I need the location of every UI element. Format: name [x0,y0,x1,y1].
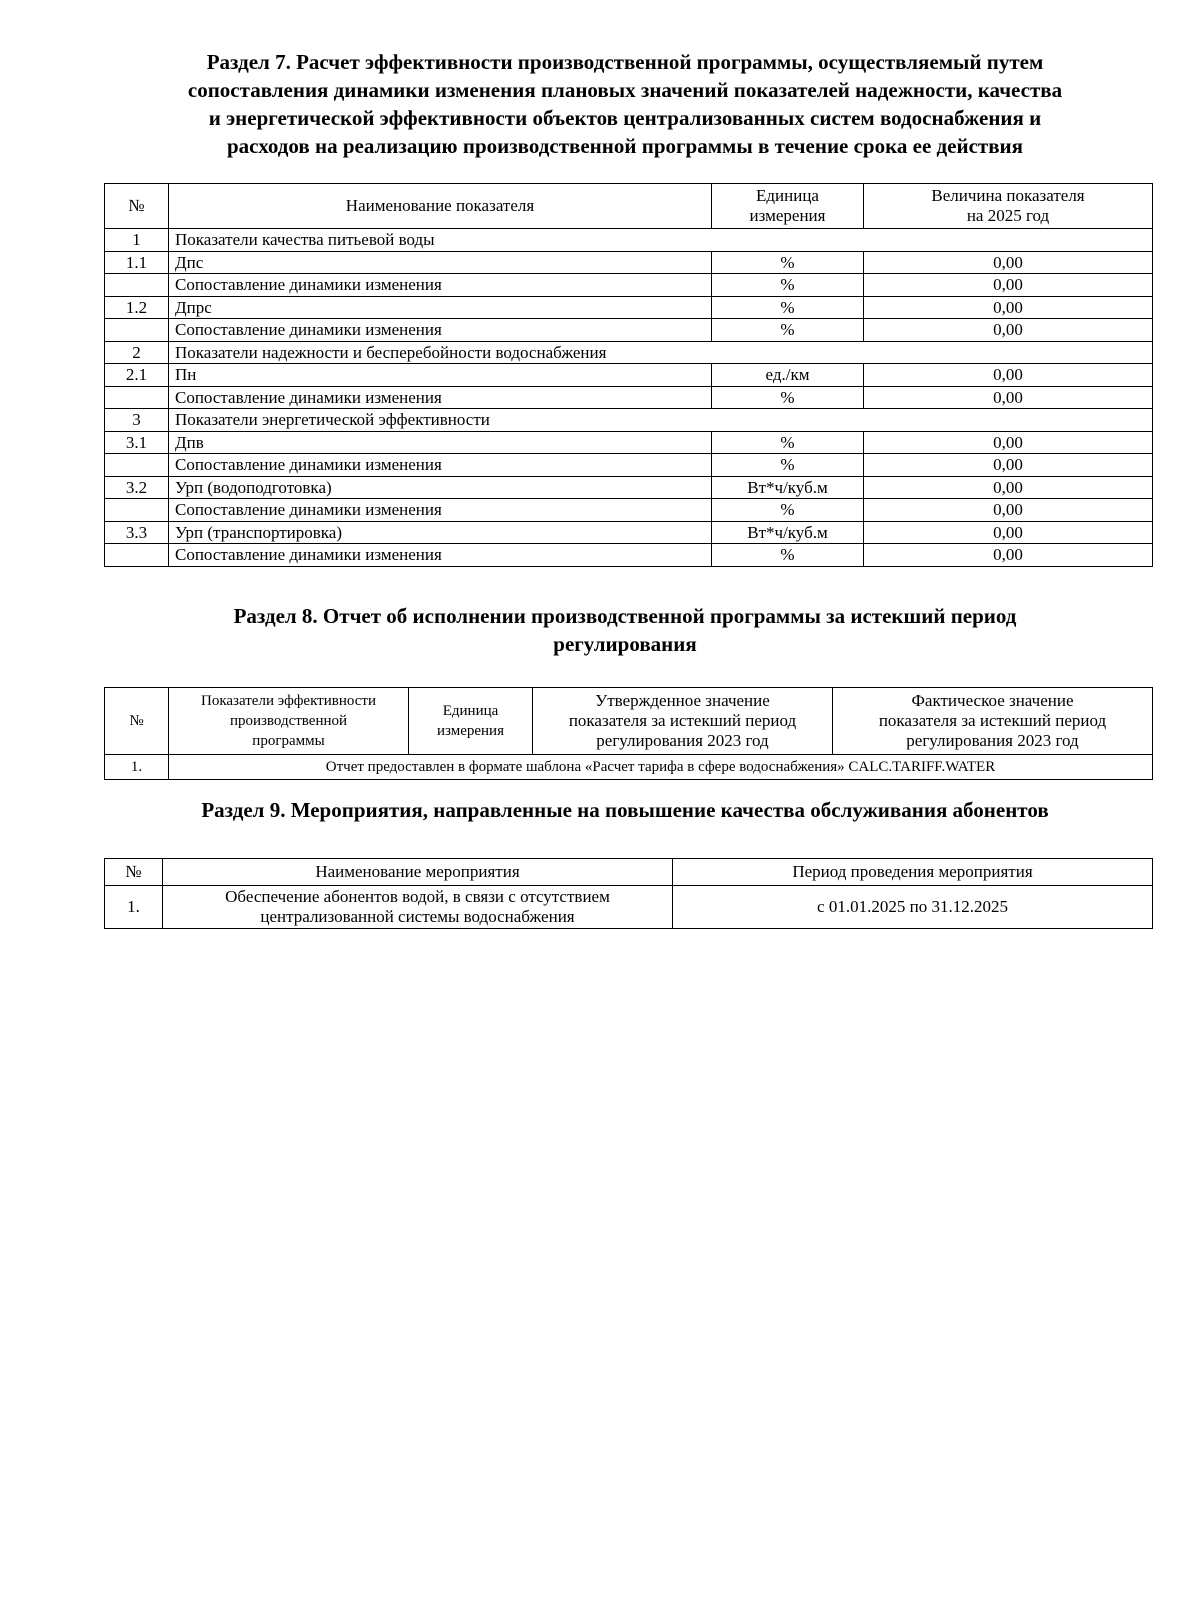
group-row [105,409,1153,432]
indicator-value: 0,00 [864,296,1153,319]
indicator-name: Сопоставление динамики изменения [169,274,712,297]
header-actual-value [833,688,1153,755]
row-num: 1 [105,229,169,252]
indicator-value: 0,00 [864,454,1153,477]
row-num [105,319,169,342]
group-row [105,341,1153,364]
header-unit [409,688,533,755]
table-header-row [105,859,1153,886]
table-header-row [105,184,1153,229]
indicator-value: 0,00 [864,544,1153,567]
table-row [105,544,1153,567]
header-unit [712,184,864,229]
table-row [105,386,1153,409]
indicator-unit: % [712,454,864,477]
row-num: 3.3 [105,521,169,544]
measure-period: с 01.01.2025 по 31.12.2025 [673,886,1153,929]
indicator-value: 0,00 [864,521,1153,544]
indicator-name: Урп (водоподготовка) [169,476,712,499]
table-row [105,274,1153,297]
indicator-value: 0,00 [864,364,1153,387]
header-actual-line: регулирования 2023 год [906,731,1079,750]
header-unit-line: измерения [749,206,826,225]
measure-name-line: Обеспечение абонентов водой, в связи с отсутствием [225,887,610,906]
header-unit-line: Единица [756,186,819,205]
indicator-unit: % [712,319,864,342]
header-value [864,184,1153,229]
header-approved-line: показателя за истекший период [568,711,797,730]
indicator-unit: % [712,386,864,409]
indicator-value: 0,00 [864,319,1153,342]
indicator-value: 0,00 [864,386,1153,409]
section-7-title-line: расходов на реализацию производственной программы в течение срока ее действия [226,134,1024,158]
header-indicators-line: производственной [229,713,348,729]
efficiency-indicators-table [104,183,1153,567]
row-num: 3.2 [105,476,169,499]
group-name: Показатели надежности и бесперебойности водоснабжения [169,341,1153,364]
header-measure-name: Наименование мероприятия [163,859,673,886]
table-row [105,521,1153,544]
section-9-title-line: Раздел 9. Мероприятия, направленные на повышение качества обслуживания абонентов [201,798,1049,822]
section-8-title-line: Раздел 8. Отчет об исполнении производственной программы за истекший период [233,604,1017,628]
table-row [105,251,1153,274]
header-num: № [105,184,169,229]
table-row [105,454,1153,477]
indicator-name: Урп (транспортировка) [169,521,712,544]
header-indicators-line: программы [252,733,325,749]
row-num: 3.1 [105,431,169,454]
header-value-line: на 2025 год [966,206,1050,225]
section-8-title-line: регулирования [553,632,697,656]
table-row [105,499,1153,522]
table-row [105,364,1153,387]
header-unit-line: измерения [436,723,504,739]
row-num [105,544,169,567]
indicator-value: 0,00 [864,476,1153,499]
header-num: № [105,688,169,755]
indicator-name: Дпс [169,251,712,274]
header-unit-line: Единица [442,703,499,719]
header-value-line: Величина показателя [931,186,1085,205]
row-num: 3 [105,409,169,432]
indicator-name: Сопоставление динамики изменения [169,319,712,342]
header-approved-value [533,688,833,755]
header-actual-line: показателя за истекший период [878,711,1107,730]
table-row [105,431,1153,454]
header-approved-line: регулирования 2023 год [596,731,769,750]
row-num: 1. [105,886,163,929]
customer-service-measures-table [104,858,1153,929]
row-num [105,454,169,477]
indicator-unit: % [712,544,864,567]
table-row [105,296,1153,319]
indicator-unit: ед./км [712,364,864,387]
group-name: Показатели энергетической эффективности [169,409,1153,432]
efficiency-table-body [105,229,1153,567]
table-row [105,886,1153,929]
indicator-name: Дпв [169,431,712,454]
row-num: 1.1 [105,251,169,274]
header-indicator-name: Наименование показателя [169,184,712,229]
row-num: 1. [105,755,169,780]
indicator-unit: % [712,274,864,297]
indicator-name: Пн [169,364,712,387]
indicator-name: Сопоставление динамики изменения [169,454,712,477]
indicator-name: Сопоставление динамики изменения [169,386,712,409]
indicator-name: Сопоставление динамики изменения [169,544,712,567]
section-7-title-line: сопоставления динамики изменения плановых значений показателей надежности, качества [187,78,1063,102]
indicator-value: 0,00 [864,499,1153,522]
header-period: Период проведения мероприятия [673,859,1153,886]
indicator-unit: Вт*ч/куб.м [712,476,864,499]
indicator-unit: % [712,296,864,319]
section-7-title-line: и энергетической эффективности объектов централизованных систем водоснабжения и [208,106,1042,130]
section-7-title-line: Раздел 7. Расчет эффективности производственной программы, осуществляемый путем [206,50,1044,74]
section-7-title [100,48,1150,160]
indicator-name: Дпрс [169,296,712,319]
section-8-title [100,602,1150,658]
table-row [105,476,1153,499]
row-num [105,274,169,297]
indicator-name: Сопоставление динамики изменения [169,499,712,522]
header-num: № [105,859,163,886]
header-indicators [169,688,409,755]
indicator-value: 0,00 [864,274,1153,297]
table-row [105,319,1153,342]
report-note: Отчет предоставлен в формате шаблона «Расчет тарифа в сфере водоснабжения» CALC.TARIFF.WATER [169,755,1153,780]
measure-name-line: централизованной системы водоснабжения [260,907,575,926]
indicator-unit: % [712,251,864,274]
group-name: Показатели качества питьевой воды [169,229,1153,252]
measure-name [163,886,673,929]
row-num: 2.1 [105,364,169,387]
row-num: 2 [105,341,169,364]
indicator-unit: % [712,431,864,454]
program-report-table [104,687,1153,780]
header-indicators-line: Показатели эффективности [201,693,376,709]
header-approved-line: Утвержденное значение [595,691,770,710]
table-header-row [105,688,1153,755]
indicator-value: 0,00 [864,431,1153,454]
table-row [105,755,1153,780]
group-row [105,229,1153,252]
row-num [105,386,169,409]
section-9-title [100,796,1150,824]
indicator-unit: Вт*ч/куб.м [712,521,864,544]
header-actual-line: Фактическое значение [911,691,1074,710]
indicator-unit: % [712,499,864,522]
row-num: 1.2 [105,296,169,319]
indicator-value: 0,00 [864,251,1153,274]
row-num [105,499,169,522]
